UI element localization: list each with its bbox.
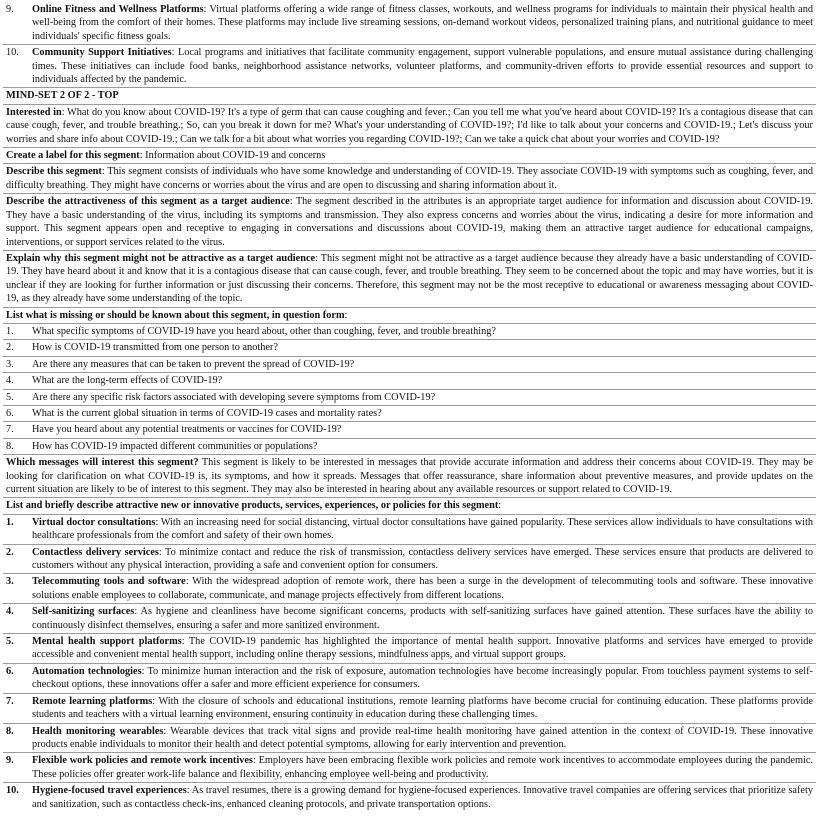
item-title: Online Fitness and Wellness Platforms (32, 4, 204, 15)
innovation-item: 10. Hygiene-focused travel experiences: As travel resumes, there is a growing demand for hygiene-focused experiences. Innovative travel companies are offering services that prioritize safety and sanitization, such as contactless check-ins, enhanced cleaning protocols, and private transportation options. (3, 782, 816, 812)
innovation-item: 3. Telecommuting tools and software: With the widespread adoption of remote work, there has been a surge in the development of telecommuting tools and software. These innovative solutions enable employees to collaborate, communicate, and manage projects effectively from different locations. (3, 573, 816, 603)
missing-heading: List what is missing or should be known about this segment, in question form: (3, 307, 816, 323)
question-item: 7. Have you heard about any potential treatments or vaccines for COVID-19? (3, 421, 816, 437)
interested-in-row: Interested in: What do you know about COVID-19? It's a type of germ that can cause coughing and fever.; Can you tell me what you've heard about COVID-19? It's a contagious disease that can cause cough, fever, and trouble breathing.; So, can you break it down for me? What's your understanding of COVID-19?; I'd like to talk about your concerns and COVID-19.; Let's discuss your worries and share info about COVID-19.; Can we talk for a bit about what worries you regarding COVID-19?; Can we take a quick chat about your worries and COVID-19? (3, 104, 816, 147)
innovations-heading: List and briefly describe attractive new or innovative products, services, experiences, or policies for this segment: (3, 497, 816, 513)
question-item: 2. How is COVID-19 transmitted from one person to another? (3, 339, 816, 355)
list-item (3, 2, 816, 44)
innovation-item: 2. Contactless delivery services: To minimize contact and reduce the risk of transmission, contactless delivery services have emerged. These services ensure that products are delivered to customers without any physical interaction, providing a safe and convenient option for consumers. (3, 544, 816, 574)
question-item: 4. What are the long-term effects of COVID-19? (3, 372, 816, 388)
innovation-item: 4. Self-sanitizing surfaces: As hygiene and cleanliness have become significant concerns, products with self-sanitizing surfaces have gained attention. These surfaces have the ability to continuously disinfect themselves, ensuring a safer and more sanitized environment. (3, 603, 816, 633)
item-title: Community Support Initiatives (32, 47, 172, 59)
innovation-item: 1. Virtual doctor consultations: With an increasing need for social distancing, virtual doctor consultations have gained popularity. These services allow individuals to have consultations with healthcare professionals from the comfort and safety of their own homes. (3, 514, 816, 544)
messages-row: Which messages will interest this segment? This segment is likely to be interested in messages that provide accurate information and address their concerns about COVID-19. They may be looking for clarification on what COVID-19 is, its symptoms, and how it spreads. Messages that offer reassurance, share information about preventive measures, and provide updates on the current situation are likely to be of interest to this segment. They may also be interested in hearing about any available resources or support related to COVID-19. (3, 454, 816, 497)
question-item: 6. What is the current global situation in terms of COVID-19 cases and mortality rates? (3, 405, 816, 421)
not-attractive-row: Explain why this segment might not be attractive as a target audience: This segment might not be attractive as a target audience because they already have a basic understanding of COVID-19. They have heard about it and know that it is a contagious disease that can cause cough, fever, and trouble breathing. They seem to be concerned about the topic and may have worries, but it is unclear if they are looking for further information or just discussing their concerns. Therefore, this segment may not be the most receptive to educational or awareness messaging about COVID-19, as they already have some understanding of the topic. (3, 250, 816, 307)
describe-segment-row: Describe this segment: This segment consists of individuals who have some knowledge and understanding of COVID-19. They associate COVID-19 with symptoms such as coughing, fever, and difficulty breathing. They might have concerns or worries about the virus and are open to discussing and sharing information about it. (3, 163, 816, 193)
list-item (3, 44, 816, 87)
section-heading: MIND-SET 2 OF 2 - TOP (3, 87, 816, 103)
question-item: 1. What specific symptoms of COVID-19 have you heard about, other than coughing, fever, and trouble breathing? (3, 323, 816, 339)
item-number: 9. (6, 4, 14, 15)
item-text: : Local programs and initiatives that facilitate community engagement, support vulnerable populations, and ensure mutual assistance during challenging times. These initiatives can include food banks, neighborhood assistance networks, volunteer platforms, and community-driven efforts to provide essential resources and support to individuals affected by the pandemic. (32, 47, 813, 86)
item-number: 10. (6, 47, 19, 59)
innovation-item: 6. Automation technologies: To minimize human interaction and the risk of exposure, automation technologies have become increasingly popular. From touchless payment systems to self-checkout options, these innovations offer a safer and more efficient experience for consumers. (3, 663, 816, 693)
segment-label-row: Create a label for this segment: Information about COVID-19 and concerns (3, 147, 816, 163)
document-table (3, 2, 816, 812)
question-item: 5. Are there any specific risk factors associated with developing severe symptoms from COVID-19? (3, 389, 816, 405)
innovation-item: 7. Remote learning platforms: With the closure of schools and educational institutions, remote learning platforms have become crucial for continuing education. These platforms provide students and teachers with a virtual learning environment, ensuring continuity in education during these challenging times. (3, 693, 816, 723)
question-item: 3. Are there any measures that can be taken to prevent the spread of COVID-19? (3, 356, 816, 372)
innovation-item: 5. Mental health support platforms: The COVID-19 pandemic has highlighted the importance of mental health support. Innovative platforms and services have emerged to provide accessible and convenient mental health support, including online therapy sessions, mindfulness apps, and virtual support groups. (3, 633, 816, 663)
question-item: 8. How has COVID-19 impacted different communities or populations? (3, 438, 816, 454)
innovation-item: 8. Health monitoring wearables: Wearable devices that track vital signs and provide real-time health monitoring have gained attention in the context of COVID-19. These innovative products enable individuals to monitor their health and detect potential symptoms, allowing for early intervention and prevention. (3, 723, 816, 753)
innovation-item: 9. Flexible work policies and remote work incentives: Employers have been embracing flexible work policies and remote work incentives to accommodate employees during the pandemic. These policies offer greater work-life balance and flexibility, enhancing employee well-being and productivity. (3, 752, 816, 782)
item-text: : Virtual platforms offering a wide range of fitness classes, workouts, and wellness programs for individuals to maintain their physical health and well-being from the comfort of their homes. These platforms may include live streaming sessions, on-demand workout videos, personalized training plans, and nutritional guidance to meet individuals' specific fitness goals. (32, 4, 814, 42)
attractiveness-row: Describe the attractiveness of this segment as a target audience: The segment described in the attributes is an appropriate target audience for information and discussion about COVID-19. They have a basic understanding of the virus, including its symptoms and transmission. They also express concerns and worries about the virus, indicating a desire for more information and support. This segment appears open and receptive to engaging in conversations and discussions about COVID-19, making them an attractive target audience for educational campaigns, interventions, or support services related to the virus. (3, 193, 816, 250)
